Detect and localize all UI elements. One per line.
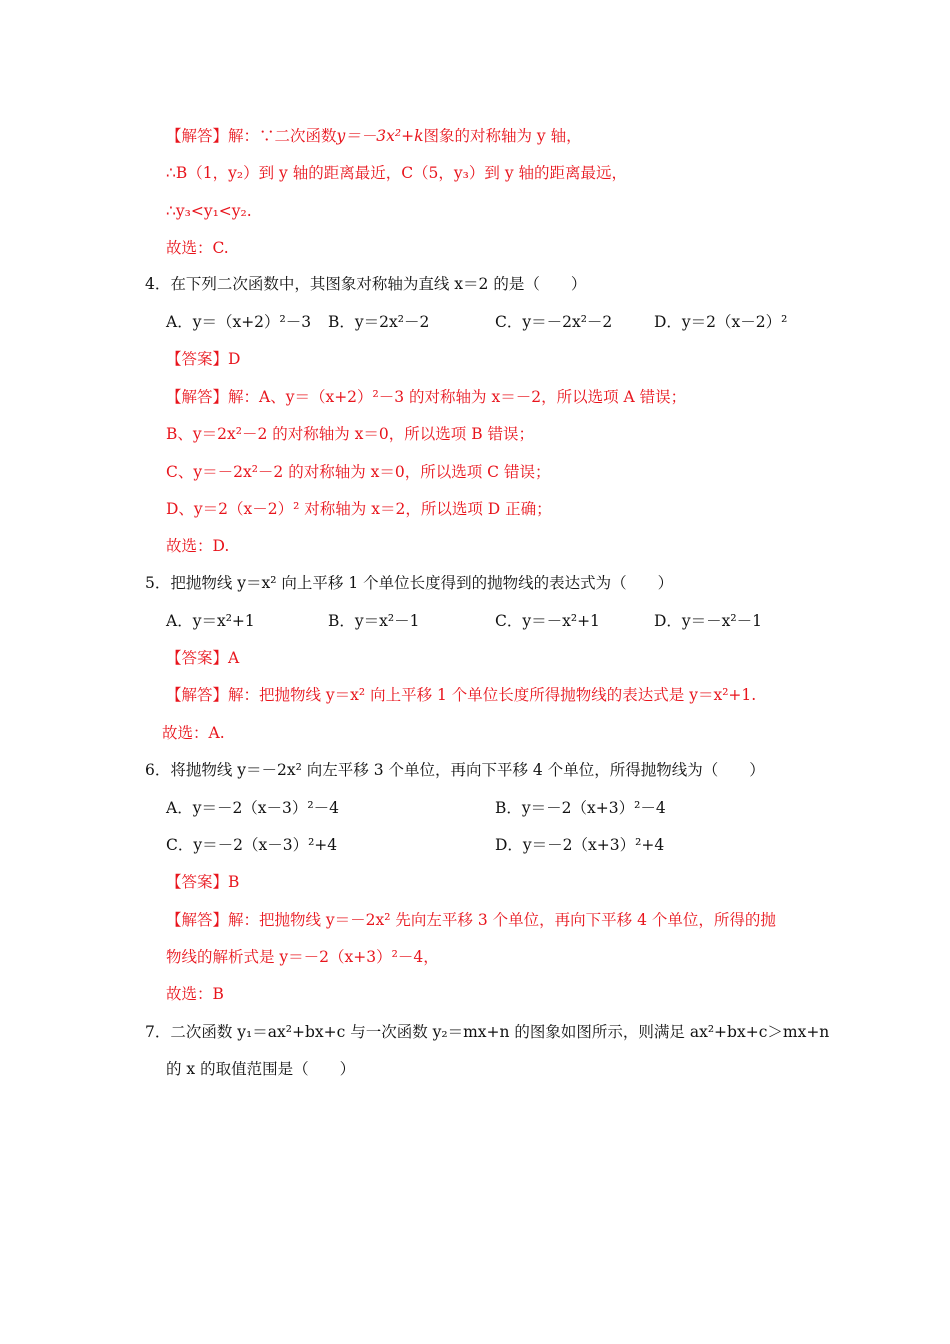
q6-option-a: A．y＝－2（x－3）²－4 (166, 799, 339, 817)
q3-analysis-line-2: ∴B（1，y₂）到 y 轴的距离最近，C（5，y₃）到 y 轴的距离最远， (166, 164, 627, 182)
q3-analysis-equation: y＝－3x²+k (336, 127, 424, 145)
q5-option-a: A．y＝x²+1 (166, 612, 255, 630)
q6-answer: 【答案】B (166, 873, 240, 891)
q4-option-b: B．y＝2x²－2 (328, 313, 430, 331)
q4-stem: 4．在下列二次函数中，其图象对称轴为直线 x＝2 的是（ ） (145, 275, 587, 293)
q3-analysis-line-3: ∴y₃<y₁<y₂. (166, 202, 252, 220)
q6-analysis-1: 【解答】解：把抛物线 y＝－2x² 先向左平移 3 个单位，再向下平移 4 个单位，所得的抛 (166, 911, 776, 929)
q4-option-a: A．y＝（x+2）²－3 (166, 313, 312, 331)
q6-analysis-2: 物线的解析式是 y＝－2（x+3）²－4， (166, 948, 439, 966)
q3-analysis-line-1 (166, 125, 582, 147)
q4-analysis-4: D、y＝2（x－2）² 对称轴为 x＝2，所以选项 D 正确； (166, 500, 552, 518)
q4-analysis-3: C、y＝－2x²－2 的对称轴为 x＝0，所以选项 C 错误； (166, 463, 551, 481)
q5-option-d: D．y＝－x²－1 (654, 612, 763, 630)
q7-stem-line-1: 7．二次函数 y₁＝ax²+bx+c 与一次函数 y₂＝mx+n 的图象如图所示，则满足 ax²+bx+c＞mx+n (145, 1023, 830, 1041)
q4-answer: 【答案】D (166, 350, 241, 368)
q6-choice: 故选：B (166, 985, 224, 1003)
q6-option-c: C．y＝－2（x－3）²+4 (166, 836, 338, 854)
q4-analysis-1: 【解答】解：A、y＝（x+2）²－3 的对称轴为 x＝－2，所以选项 A 错误； (166, 388, 687, 406)
q3-analysis-prefix: 【解答】解：∵二次函数 (166, 127, 337, 145)
q5-option-b: B．y＝x²－1 (328, 612, 420, 630)
q5-answer: 【答案】A (166, 649, 240, 667)
q5-option-c: C．y＝－x²+1 (495, 612, 600, 630)
q7-stem-line-2: 的 x 的取值范围是（ ） (166, 1060, 356, 1078)
q6-option-d: D．y＝－2（x+3）²+4 (495, 836, 665, 854)
q3-analysis-suffix: 图象的对称轴为 y 轴， (423, 127, 582, 145)
q6-option-b: B．y＝－2（x+3）²－4 (495, 799, 666, 817)
q4-option-d: D．y＝2（x－2）² (654, 313, 788, 331)
q5-analysis-1: 【解答】解：把抛物线 y＝x² 向上平移 1 个单位长度所得抛物线的表达式是 y＝x²+1. (166, 686, 757, 704)
q4-option-c: C．y＝－2x²－2 (495, 313, 613, 331)
q4-analysis-2: B、y＝2x²－2 的对称轴为 x＝0，所以选项 B 错误； (166, 425, 535, 443)
q5-choice: 故选：A. (162, 724, 225, 742)
q6-stem: 6．将抛物线 y＝－2x² 向左平移 3 个单位，再向下平移 4 个单位，所得抛物线为（ ） (145, 761, 765, 779)
q5-stem: 5．把抛物线 y＝x² 向上平移 1 个单位长度得到的抛物线的表达式为（ ） (145, 574, 674, 592)
q3-choice: 故选：C. (166, 239, 229, 257)
q4-choice: 故选：D. (166, 537, 230, 555)
